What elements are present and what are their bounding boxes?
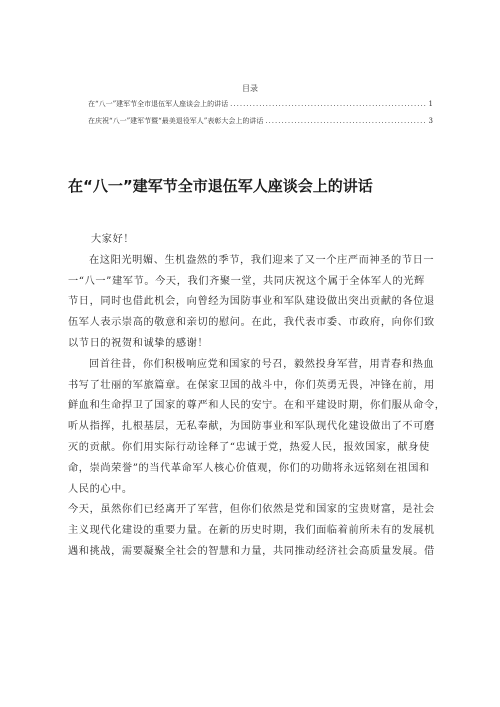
paragraph-line: 命，崇尚荣誉”的当代革命军人核心价值观，你们的功勋将永远铭刻在祖国和: [68, 462, 430, 474]
toc-leader-dots: [230, 100, 426, 108]
toc-entry-page: 1: [428, 100, 433, 108]
paragraph-line: 以节日的祝贺和诚挚的感谢！: [68, 337, 209, 349]
document-body: [68, 230, 448, 563]
toc-entry-title: 在庆祝“八一”建军节暨“最美退役军人”表彰大会上的讲话: [88, 117, 264, 125]
toc-entry-page: 3: [428, 117, 433, 125]
toc-title: 目录: [242, 84, 258, 93]
paragraph-line: 人民的心中。: [68, 483, 133, 495]
document-title: 在“八一”建军节全市退伍军人座谈会上的讲话: [68, 177, 373, 195]
toc-entry[interactable]: [88, 99, 433, 109]
paragraph-line: 节日，同时也借此机会，向曾经为国防事业和军队建设做出突出贡献的各位退: [68, 296, 435, 308]
toc-entry-title: 在“八一”建军节全市退伍军人座谈会上的讲话: [88, 100, 229, 108]
paragraph-line: 一“八一”建军节。今天，我们齐聚一堂，共同庆祝这个属于全体军人的光辉: [68, 275, 425, 287]
greeting: 大家好！: [91, 234, 135, 245]
toc-leader-dots: [265, 117, 426, 125]
paragraph-line: 主义现代化建设的重要力量。在新的历史时期，我们面临着前所未有的发展机: [68, 525, 435, 537]
paragraph-line: 伍军人表示崇高的敬意和亲切的慰问。在此，我代表市委、市政府，向你们致: [68, 317, 435, 329]
paragraph-line: 今天，虽然你们已经离开了军营，但你们依然是党和国家的宝贵财富，是社会: [68, 504, 435, 516]
paragraph-line: 遇和挑战，需要凝聚全社会的智慧和力量，共同推动经济社会高质量发展。借: [68, 545, 435, 557]
paragraph-line: 在这阳光明媚、生机盎然的季节，我们迎来了又一个庄严而神圣的节日一: [89, 254, 435, 266]
paragraph-line: 听从指挥，扎根基层，无私奉献，为国防事业和军队现代化建设做出了不可磨: [68, 421, 435, 433]
toc-entry[interactable]: [88, 116, 433, 126]
paragraph-line: 灭的贡献。你们用实际行动诠释了“忠诚于党，热爱人民，报效国家，献身使: [68, 441, 430, 453]
paragraph-line: 书写了壮丽的军旅篇章。在保家卫国的战斗中，你们英勇无畏，冲锋在前，用: [68, 379, 435, 391]
paragraph-line: 回首往昔，你们积极响应党和国家的号召，毅然投身军营，用青春和热血: [89, 358, 435, 370]
paragraph-line: 鲜血和生命捍卫了国家的尊严和人民的安宁。在和平建设时期，你们服从命令，: [68, 400, 446, 412]
